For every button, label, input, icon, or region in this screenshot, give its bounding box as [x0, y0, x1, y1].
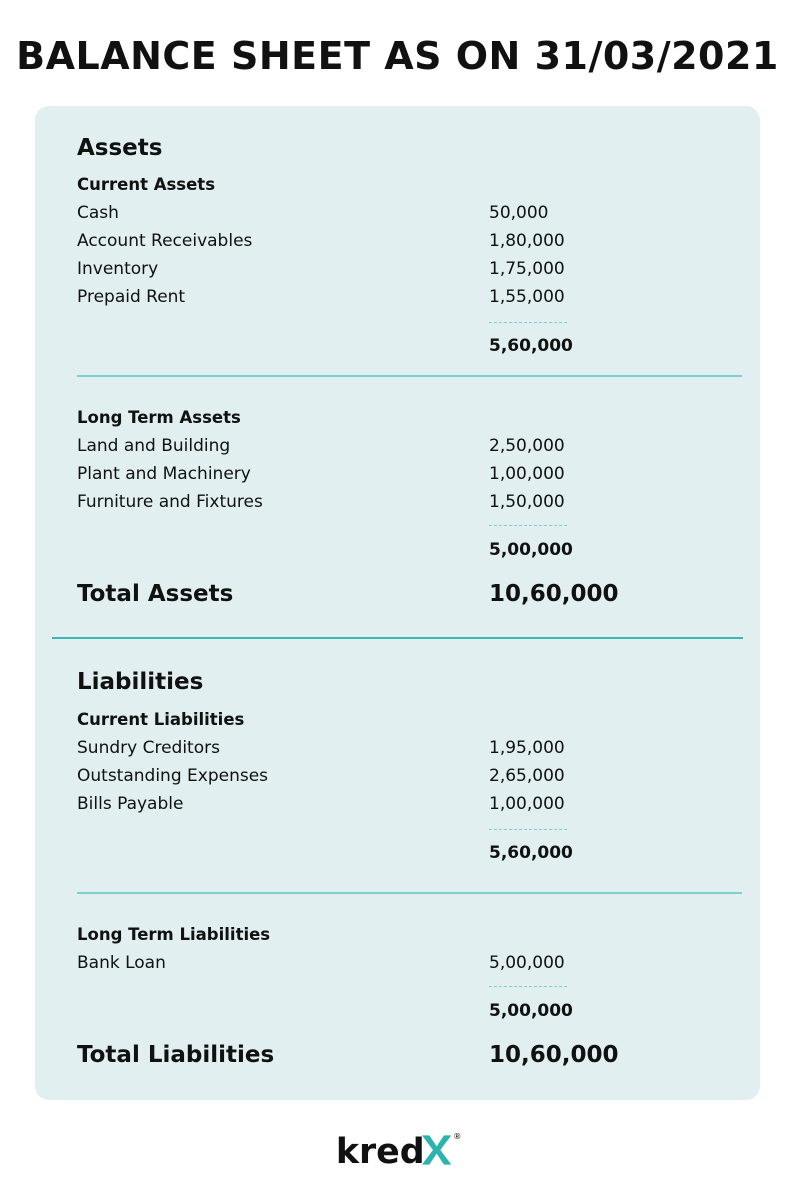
- long-term-liabilities-subtotal: 5,00,000: [489, 1001, 573, 1021]
- asset-item-amount: 50,000: [489, 203, 549, 223]
- long-term-assets-subtotal: 5,00,000: [489, 540, 573, 560]
- kredx-x-mark: [422, 1135, 451, 1164]
- total-assets-value: 10,60,000: [489, 581, 619, 607]
- liability-item-amount: 1,00,000: [489, 794, 565, 814]
- asset-item-amount: 1,55,000: [489, 287, 565, 307]
- subtotal-dashed-rule: [489, 986, 567, 987]
- total-assets-label: Total Assets: [77, 581, 234, 607]
- liability-item-label: Bank Loan: [77, 953, 166, 973]
- assets-liabilities-divider: [52, 637, 743, 639]
- page-title: BALANCE SHEET AS ON 31/03/2021: [16, 34, 779, 78]
- current-liabilities-subtotal: 5,60,000: [489, 843, 573, 863]
- liability-item-label: Sundry Creditors: [77, 738, 220, 758]
- liabilities-heading: Liabilities: [77, 669, 204, 695]
- total-liabilities-label: Total Liabilities: [77, 1042, 275, 1068]
- current-assets-subtotal: 5,60,000: [489, 336, 573, 356]
- asset-item-amount: 1,00,000: [489, 464, 565, 484]
- kredx-logo-text: kred: [335, 1131, 425, 1172]
- liability-item-label: Bills Payable: [77, 794, 184, 814]
- long-term-assets-heading: Long Term Assets: [77, 408, 241, 427]
- asset-item-label: Inventory: [77, 259, 159, 279]
- section-divider: [77, 375, 742, 377]
- asset-item-amount: 1,80,000: [489, 231, 565, 251]
- asset-item-amount: 2,50,000: [489, 436, 565, 456]
- asset-item-label: Furniture and Fixtures: [77, 492, 263, 512]
- asset-item-amount: 1,50,000: [489, 492, 565, 512]
- liability-item-label: Outstanding Expenses: [77, 766, 269, 786]
- current-assets-heading: Current Assets: [77, 175, 216, 194]
- registered-mark: ®: [453, 1131, 462, 1141]
- asset-item-label: Cash: [77, 203, 119, 223]
- asset-item-label: Account Receivables: [77, 231, 253, 251]
- assets-heading: Assets: [77, 135, 163, 161]
- asset-item-label: Prepaid Rent: [77, 287, 186, 307]
- subtotal-dashed-rule: [489, 525, 567, 526]
- liability-item-amount: 5,00,000: [489, 953, 565, 973]
- subtotal-dashed-rule: [489, 322, 567, 323]
- section-divider: [77, 892, 742, 894]
- kredx-logo: [330, 1128, 470, 1172]
- liability-item-amount: 1,95,000: [489, 738, 565, 758]
- long-term-liabilities-heading: Long Term Liabilities: [77, 925, 271, 944]
- subtotal-dashed-rule: [489, 829, 567, 830]
- liability-item-amount: 2,65,000: [489, 766, 565, 786]
- asset-item-amount: 1,75,000: [489, 259, 565, 279]
- total-liabilities-value: 10,60,000: [489, 1042, 619, 1068]
- asset-item-label: Land and Building: [77, 436, 231, 456]
- asset-item-label: Plant and Machinery: [77, 464, 251, 484]
- current-liabilities-heading: Current Liabilities: [77, 710, 245, 729]
